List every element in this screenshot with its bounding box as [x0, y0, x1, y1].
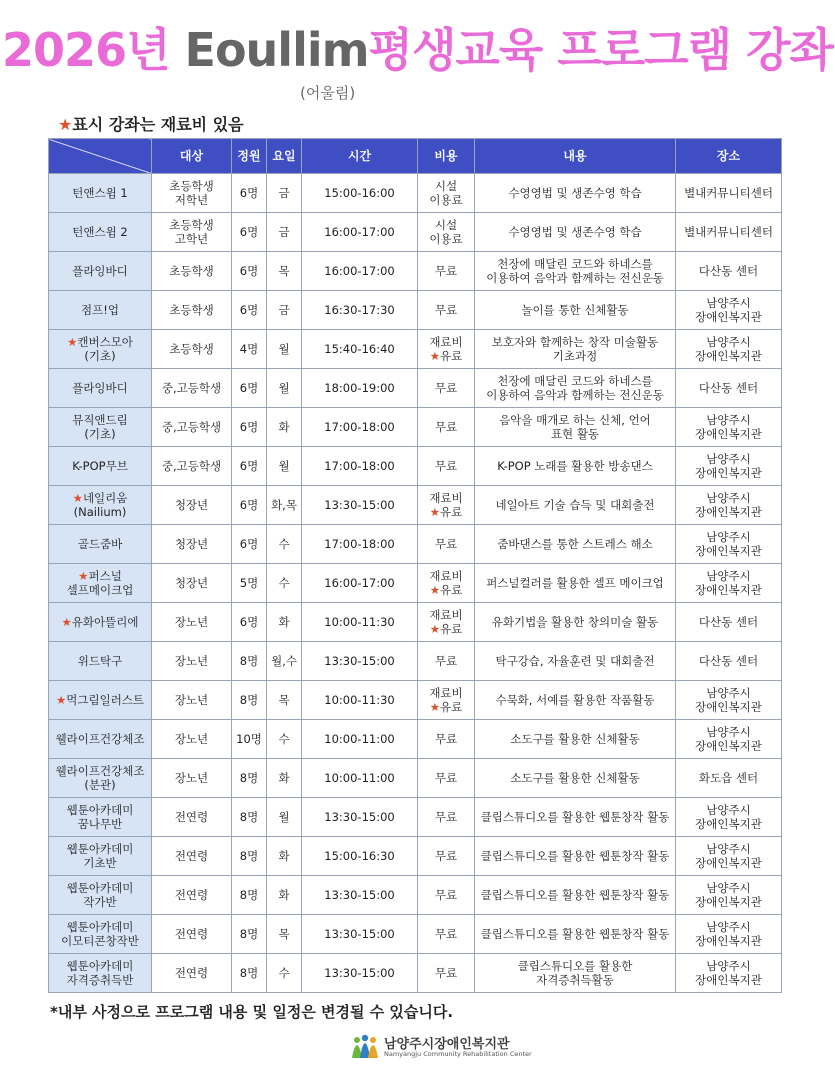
cost-line: 재료비 [429, 335, 463, 349]
place-cell: 남양주시 장애인복지관 [676, 564, 782, 603]
place-cell: 남양주시 장애인복지관 [676, 408, 782, 447]
capacity-cell: 6명 [232, 447, 267, 486]
time-cell: 10:00-11:00 [302, 759, 418, 798]
note-text: 표시 강좌는 재료비 있음 [72, 115, 244, 134]
table-row [49, 642, 782, 681]
day-cell: 금 [267, 174, 302, 213]
table-row [49, 330, 782, 369]
program-name: 웰라이프건강체조 [55, 732, 145, 746]
cost-cell [418, 330, 475, 369]
capacity-cell: 10명 [232, 720, 267, 759]
program-name-cell [49, 213, 152, 252]
time-cell: 13:30-15:00 [302, 915, 418, 954]
program-name: 턴앤스윔 2 [72, 225, 128, 239]
place-cell: 화도읍 센터 [676, 759, 782, 798]
cost-cell: 무료 [418, 954, 475, 993]
place-cell: 남양주시 장애인복지관 [676, 954, 782, 993]
program-name: 웹툰아카데미 작가반 [66, 881, 134, 909]
program-name: 플라잉바디 [72, 264, 128, 278]
table-row [49, 486, 782, 525]
capacity-cell: 6명 [232, 525, 267, 564]
target-cell: 장노년 [152, 759, 232, 798]
capacity-cell: 6명 [232, 174, 267, 213]
time-cell: 16:30-17:30 [302, 291, 418, 330]
star-icon: ★ [72, 491, 83, 505]
capacity-cell: 5명 [232, 564, 267, 603]
content-cell: 클립스튜디오를 활용한 웹툰창작 활동 [475, 798, 676, 837]
time-cell: 15:40-16:40 [302, 330, 418, 369]
target-cell: 장노년 [152, 720, 232, 759]
table-row [49, 447, 782, 486]
time-cell: 13:30-15:00 [302, 954, 418, 993]
time-cell: 16:00-17:00 [302, 252, 418, 291]
cost-cell: 무료 [418, 798, 475, 837]
day-cell: 월 [267, 447, 302, 486]
place-cell: 남양주시 장애인복지관 [676, 486, 782, 525]
star-icon: ★ [78, 569, 89, 583]
target-cell: 초등학생 고학년 [152, 213, 232, 252]
content-cell: 네일아트 기술 습득 및 대회출전 [475, 486, 676, 525]
target-cell: 장노년 [152, 603, 232, 642]
place-cell: 별내커뮤니티센터 [676, 213, 782, 252]
place-cell: 다산동 센터 [676, 642, 782, 681]
capacity-cell: 4명 [232, 330, 267, 369]
program-name: 뮤직앤드림 (기초) [72, 413, 128, 441]
cost-cell: 무료 [418, 642, 475, 681]
day-cell: 수 [267, 525, 302, 564]
cost-cell: 무료 [418, 720, 475, 759]
time-cell: 15:00-16:00 [302, 174, 418, 213]
content-cell: 클립스튜디오를 활용한 웹툰창작 활동 [475, 837, 676, 876]
target-cell: 중,고등학생 [152, 408, 232, 447]
cost-line: 유료 [440, 505, 463, 519]
capacity-cell: 8명 [232, 954, 267, 993]
program-name-cell [49, 291, 152, 330]
cost-line: 재료비 [429, 608, 463, 622]
target-cell: 중,고등학생 [152, 369, 232, 408]
program-table [48, 138, 782, 993]
star-icon: ★ [58, 115, 73, 134]
star-icon: ★ [429, 700, 441, 714]
cost-cell [418, 603, 475, 642]
place-cell: 다산동 센터 [676, 252, 782, 291]
program-name: 위드탁구 [77, 654, 123, 668]
program-name: 웹툰아카데미 꿈나무반 [66, 803, 134, 831]
cost-line: 재료비 [429, 491, 463, 505]
cost-cell: 무료 [418, 291, 475, 330]
program-name-cell [49, 174, 152, 213]
program-name: 웰라이프건강체조 (분관) [55, 764, 145, 792]
day-cell: 목 [267, 681, 302, 720]
program-name: 웹툰아카데미 기초반 [66, 842, 134, 870]
cost-cell: 무료 [418, 447, 475, 486]
day-cell: 화 [267, 408, 302, 447]
day-cell: 금 [267, 213, 302, 252]
program-name: 웹툰아카데미 자격증취득반 [66, 959, 134, 987]
title-rest: 평생교육 프로그램 강좌 [368, 23, 833, 77]
content-cell: 수영영법 및 생존수영 학습 [475, 213, 676, 252]
program-name-cell [49, 408, 152, 447]
star-icon: ★ [429, 583, 441, 597]
day-cell: 화 [267, 876, 302, 915]
program-name: 퍼스널 셀프메이크업 [66, 569, 134, 597]
place-cell: 남양주시 장애인복지관 [676, 876, 782, 915]
target-cell: 전연령 [152, 954, 232, 993]
program-name: 점프!업 [81, 303, 119, 317]
time-cell: 17:00-18:00 [302, 408, 418, 447]
capacity-cell: 8명 [232, 876, 267, 915]
content-cell: 천장에 매달린 코드와 하네스를 이용하여 음악과 함께하는 전신운동 [475, 369, 676, 408]
capacity-cell: 6명 [232, 603, 267, 642]
target-cell: 중,고등학생 [152, 447, 232, 486]
table-row [49, 798, 782, 837]
time-cell: 16:00-17:00 [302, 213, 418, 252]
header-content: 내용 [475, 139, 676, 174]
content-cell: 소도구를 활용한 신체활동 [475, 759, 676, 798]
table-row [49, 681, 782, 720]
program-name: K-POP무브 [72, 459, 128, 473]
place-cell: 남양주시 장애인복지관 [676, 330, 782, 369]
cost-line: 유료 [440, 700, 463, 714]
content-cell: 클립스튜디오를 활용한 웹툰창작 활동 [475, 915, 676, 954]
program-name: 네일리움 (Nailium) [73, 491, 128, 519]
page-title [0, 22, 835, 78]
day-cell: 수 [267, 564, 302, 603]
footer-notice: *내부 사정으로 프로그램 내용 및 일정은 변경될 수 있습니다. [50, 1003, 454, 1021]
star-icon: ★ [429, 622, 441, 636]
time-cell: 17:00-18:00 [302, 447, 418, 486]
program-name: 유화아뜰리에 [71, 615, 139, 629]
place-cell: 남양주시 장애인복지관 [676, 720, 782, 759]
program-name-cell [49, 681, 152, 720]
day-cell: 금 [267, 291, 302, 330]
target-cell: 청장년 [152, 525, 232, 564]
program-name-cell [49, 720, 152, 759]
day-cell: 수 [267, 720, 302, 759]
target-cell: 전연령 [152, 876, 232, 915]
content-cell: 음악을 매개로 하는 신체, 언어 표현 활동 [475, 408, 676, 447]
day-cell: 월 [267, 369, 302, 408]
header-corner [49, 139, 152, 174]
place-cell: 다산동 센터 [676, 603, 782, 642]
program-name-cell [49, 798, 152, 837]
day-cell: 화,목 [267, 486, 302, 525]
program-name-cell [49, 369, 152, 408]
program-name-cell [49, 525, 152, 564]
table-row [49, 369, 782, 408]
day-cell: 월 [267, 798, 302, 837]
capacity-cell: 8명 [232, 915, 267, 954]
cost-line: 유료 [440, 622, 463, 636]
content-cell: 천장에 매달린 코드와 하네스를 이용하여 음악과 함께하는 전신운동 [475, 252, 676, 291]
time-cell: 16:00-17:00 [302, 564, 418, 603]
time-cell: 13:30-15:00 [302, 486, 418, 525]
content-cell: K-POP 노래를 활용한 방송댄스 [475, 447, 676, 486]
day-cell: 수 [267, 954, 302, 993]
capacity-cell: 6명 [232, 291, 267, 330]
target-cell: 장노년 [152, 642, 232, 681]
time-cell: 17:00-18:00 [302, 525, 418, 564]
day-cell: 월,수 [267, 642, 302, 681]
capacity-cell: 8명 [232, 681, 267, 720]
capacity-cell: 6명 [232, 252, 267, 291]
table-row [49, 291, 782, 330]
table-row [49, 252, 782, 291]
header-capacity: 정원 [232, 139, 267, 174]
cost-cell: 무료 [418, 759, 475, 798]
cost-cell: 시설 이용료 [418, 213, 475, 252]
content-cell: 클립스튜디오를 활용한 자격증취득활동 [475, 954, 676, 993]
content-cell: 수영영법 및 생존수영 학습 [475, 174, 676, 213]
table-row [49, 525, 782, 564]
place-cell: 남양주시 장애인복지관 [676, 525, 782, 564]
program-name: 캔버스모아 (기초) [77, 335, 133, 363]
cost-cell: 무료 [418, 408, 475, 447]
time-cell: 13:30-15:00 [302, 642, 418, 681]
content-cell: 클립스튜디오를 활용한 웹툰창작 활동 [475, 876, 676, 915]
cost-cell: 무료 [418, 369, 475, 408]
cost-cell: 시설 이용료 [418, 174, 475, 213]
title-brand-korean: (어울림) [300, 84, 356, 102]
cost-cell [418, 564, 475, 603]
capacity-cell: 6명 [232, 408, 267, 447]
program-name-cell [49, 603, 152, 642]
table-row [49, 564, 782, 603]
title-brand: Eoullim [184, 23, 369, 77]
cost-cell: 무료 [418, 837, 475, 876]
program-name-cell [49, 330, 152, 369]
content-cell: 탁구강습, 자율훈련 및 대회출전 [475, 642, 676, 681]
time-cell: 15:00-16:30 [302, 837, 418, 876]
program-name: 턴앤스윔 1 [72, 186, 128, 200]
cost-line: 재료비 [429, 569, 463, 583]
cost-line: 재료비 [429, 686, 463, 700]
cost-cell: 무료 [418, 876, 475, 915]
time-cell: 10:00-11:00 [302, 720, 418, 759]
cost-line: 유료 [440, 583, 463, 597]
star-icon: ★ [61, 615, 72, 629]
place-cell: 남양주시 장애인복지관 [676, 915, 782, 954]
header-day: 요일 [267, 139, 302, 174]
capacity-cell: 6명 [232, 213, 267, 252]
cost-cell: 무료 [418, 525, 475, 564]
title-year: 2026년 [2, 23, 170, 77]
target-cell: 초등학생 [152, 330, 232, 369]
organization-logo [350, 1030, 530, 1064]
table-row [49, 213, 782, 252]
table-row [49, 759, 782, 798]
capacity-cell: 8명 [232, 642, 267, 681]
place-cell: 남양주시 장애인복지관 [676, 291, 782, 330]
day-cell: 화 [267, 759, 302, 798]
target-cell: 초등학생 [152, 252, 232, 291]
table-row [49, 837, 782, 876]
day-cell: 월 [267, 330, 302, 369]
star-icon: ★ [429, 349, 441, 363]
capacity-cell: 8명 [232, 837, 267, 876]
place-cell: 남양주시 장애인복지관 [676, 798, 782, 837]
capacity-cell: 6명 [232, 369, 267, 408]
cost-cell: 무료 [418, 252, 475, 291]
program-name-cell [49, 837, 152, 876]
content-cell: 줌바댄스를 통한 스트레스 해소 [475, 525, 676, 564]
cost-cell [418, 681, 475, 720]
logo-name: 남양주시장애인복지관 [384, 1037, 510, 1052]
content-cell: 보호자와 함께하는 창작 미술활동 기초과정 [475, 330, 676, 369]
table-row [49, 954, 782, 993]
day-cell: 화 [267, 837, 302, 876]
program-name: 웹툰아카데미 이모티콘창작반 [61, 920, 139, 948]
target-cell: 장노년 [152, 681, 232, 720]
capacity-cell: 6명 [232, 486, 267, 525]
content-cell: 수묵화, 서예를 활용한 작품활동 [475, 681, 676, 720]
table-row [49, 408, 782, 447]
logo-english: Namyangju Community Rehabilitation Center [384, 1050, 532, 1058]
target-cell: 전연령 [152, 798, 232, 837]
time-cell: 13:30-15:00 [302, 876, 418, 915]
people-logo-icon [350, 1034, 380, 1060]
star-icon: ★ [67, 335, 78, 349]
place-cell: 남양주시 장애인복지관 [676, 837, 782, 876]
header-place: 장소 [676, 139, 782, 174]
time-cell: 18:00-19:00 [302, 369, 418, 408]
header-time: 시간 [302, 139, 418, 174]
place-cell: 남양주시 장애인복지관 [676, 447, 782, 486]
time-cell: 10:00-11:30 [302, 681, 418, 720]
target-cell: 청장년 [152, 486, 232, 525]
header-cost: 비용 [418, 139, 475, 174]
program-name-cell [49, 486, 152, 525]
target-cell: 전연령 [152, 915, 232, 954]
table-header-row [49, 139, 782, 174]
program-name-cell [49, 915, 152, 954]
cost-cell [418, 486, 475, 525]
capacity-cell: 8명 [232, 798, 267, 837]
content-cell: 놀이를 통한 신체활동 [475, 291, 676, 330]
table-row [49, 174, 782, 213]
table-row [49, 603, 782, 642]
time-cell: 13:30-15:00 [302, 798, 418, 837]
table-row [49, 720, 782, 759]
table-row [49, 876, 782, 915]
day-cell: 목 [267, 252, 302, 291]
program-name-cell [49, 447, 152, 486]
program-name-cell [49, 876, 152, 915]
target-cell: 청장년 [152, 564, 232, 603]
star-icon: ★ [55, 693, 67, 707]
content-cell: 소도구를 활용한 신체활동 [475, 720, 676, 759]
place-cell: 다산동 센터 [676, 369, 782, 408]
program-name-cell [49, 252, 152, 291]
time-cell: 10:00-11:30 [302, 603, 418, 642]
cost-line: 유료 [440, 349, 463, 363]
star-icon: ★ [429, 505, 441, 519]
content-cell: 유화기법을 활용한 창의미술 활동 [475, 603, 676, 642]
target-cell: 전연령 [152, 837, 232, 876]
table-row [49, 915, 782, 954]
target-cell: 초등학생 [152, 291, 232, 330]
content-cell: 퍼스널컬러를 활용한 셀프 메이크업 [475, 564, 676, 603]
day-cell: 화 [267, 603, 302, 642]
place-cell: 남양주시 장애인복지관 [676, 681, 782, 720]
place-cell: 별내커뮤니티센터 [676, 174, 782, 213]
program-name-cell [49, 642, 152, 681]
program-name: 먹그림일러스트 [66, 693, 145, 707]
header-target: 대상 [152, 139, 232, 174]
program-name: 골드줌바 [77, 537, 123, 551]
program-name-cell [49, 759, 152, 798]
program-name: 플라잉바디 [72, 381, 128, 395]
program-name-cell [49, 564, 152, 603]
target-cell: 초등학생 저학년 [152, 174, 232, 213]
cost-cell: 무료 [418, 915, 475, 954]
program-name-cell [49, 954, 152, 993]
capacity-cell: 8명 [232, 759, 267, 798]
day-cell: 목 [267, 915, 302, 954]
material-fee-note [58, 112, 244, 135]
